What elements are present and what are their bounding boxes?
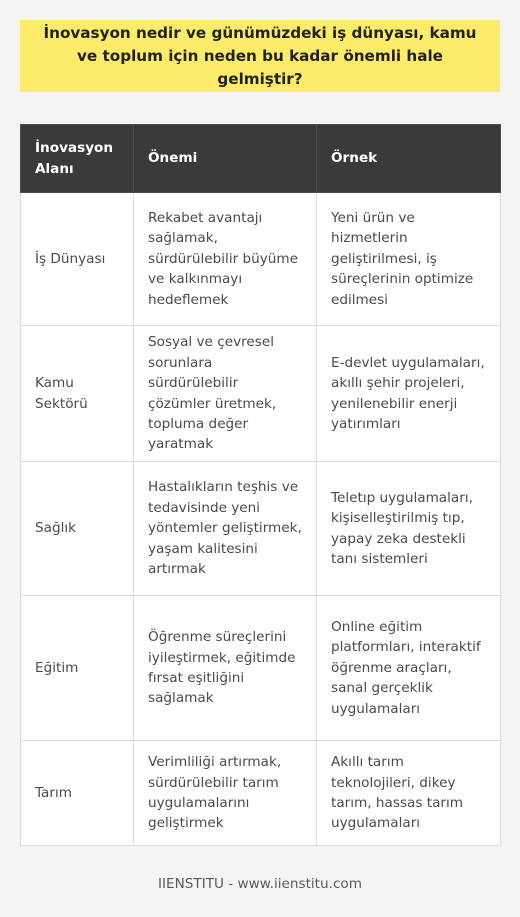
- cell-area: Tarım: [21, 741, 134, 846]
- cell-importance: Öğrenme süreçlerini iyileştirmek, eğitimde fırsat eşitliğini sağlamak: [134, 596, 317, 741]
- cell-area: Eğitim: [21, 596, 134, 741]
- cell-area: İş Dünyası: [21, 193, 134, 326]
- cell-example: E-devlet uygulamaları, akıllı şehir projeleri, yenilenebilir enerji yatırımları: [317, 326, 501, 462]
- cell-importance: Rekabet avantajı sağlamak, sürdürülebilir büyüme ve kalkınmayı hedeflemek: [134, 193, 317, 326]
- header-example: Örnek: [317, 125, 501, 193]
- table-row: [21, 326, 501, 462]
- footer-credit: IIENSTITU - www.iienstitu.com: [158, 876, 362, 892]
- cell-importance: Hastalıkların teşhis ve tedavisinde yeni yöntemler geliştirmek, yaşam kalitesini artırmak: [134, 462, 317, 596]
- cell-example: Teletıp uygulamaları, kişiselleştirilmiş tıp, yapay zeka destekli tanı sistemleri: [317, 462, 501, 596]
- cell-importance: Sosyal ve çevresel sorunlara sürdürülebilir çözümler üretmek, topluma değer yaratmak: [134, 326, 317, 462]
- header-importance: Önemi: [134, 125, 317, 193]
- table-row: [21, 741, 501, 846]
- table-row: [21, 596, 501, 741]
- cell-example: Yeni ürün ve hizmetlerin geliştirilmesi, iş süreçlerinin optimize edilmesi: [317, 193, 501, 326]
- cell-example: Online eğitim platformları, interaktif öğrenme araçları, sanal gerçeklik uygulamaları: [317, 596, 501, 741]
- cell-area: Kamu Sektörü: [21, 326, 134, 462]
- table-header-row: [21, 125, 501, 193]
- innovation-table: [20, 124, 501, 846]
- cell-example: Akıllı tarım teknolojileri, dikey tarım, hassas tarım uygulamaları: [317, 741, 501, 846]
- header-area: İnovasyon Alanı: [21, 125, 134, 193]
- page-title: İnovasyon nedir ve günümüzdeki iş dünyası, kamu ve toplum için neden bu kadar önemli hale gelmiştir?: [43, 23, 477, 88]
- table-row: [21, 193, 501, 326]
- cell-importance: Verimliliği artırmak, sürdürülebilir tarım uygulamalarını geliştirmek: [134, 741, 317, 846]
- table-row: [21, 462, 501, 596]
- title-banner: [20, 20, 500, 92]
- cell-area: Sağlık: [21, 462, 134, 596]
